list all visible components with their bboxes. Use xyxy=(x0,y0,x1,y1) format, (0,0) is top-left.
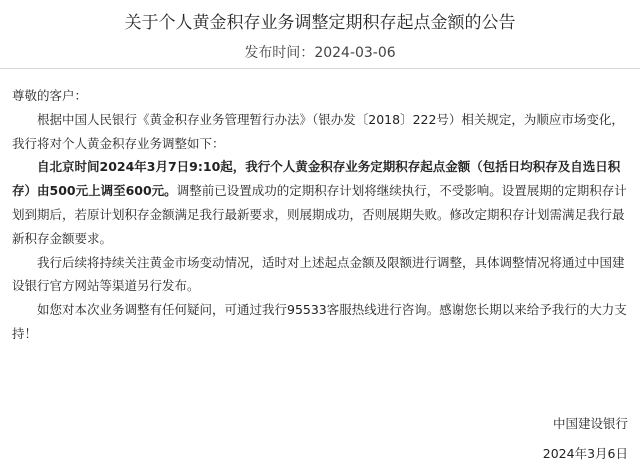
paragraph-followup: 我行后续将持续关注黄金市场变动情况，适时对上述起点金额及限额进行调整，具体调整情况将通过中国建设银行官方网站等渠道另行发布。 xyxy=(12,254,625,294)
adjustment-details: 调整前已设置成功的定期积存计划将继续执行，不受影响。设置展期的定期积存计划到期后，若原计划积存金额满足我行最新要求，则展期成功，否则展期失败。修改定期积存计划需满足我行最新积存金额要求。 xyxy=(12,183,627,246)
paragraph-basis: 根据中国人民银行《黄金积存业务管理暂行办法》（银办发〔2018〕222号）相关规定，为顺应市场变化，我行将对个人黄金积存业务调整如下： xyxy=(12,111,624,151)
publish-date-line xyxy=(0,42,640,62)
signature-date: 2024年3月6日 xyxy=(542,446,628,461)
page-title: 关于个人黄金积存业务调整定期积存起点金额的公告 xyxy=(124,13,516,33)
divider xyxy=(0,68,640,69)
paragraph-adjustment xyxy=(12,155,628,250)
greeting: 尊敬的客户： xyxy=(12,88,88,103)
paragraph-contact: 如您对本次业务调整有任何疑问，可通过我行95533客服热线进行咨询。感谢您长期以来给予我行的大力支持！ xyxy=(12,302,627,341)
announcement-body xyxy=(12,84,628,346)
adjustment-highlight: 自北京时间2024年3月7日9:10起，我行个人黄金积存业务定期积存起点金额（包括日均积存及自选日积存）由500元上调至600元。 xyxy=(12,159,621,199)
publish-date: 2024-03-06 xyxy=(314,45,396,61)
signature-org: 中国建设银行 xyxy=(552,416,628,431)
publish-date-label: 发布时间： xyxy=(244,45,315,61)
